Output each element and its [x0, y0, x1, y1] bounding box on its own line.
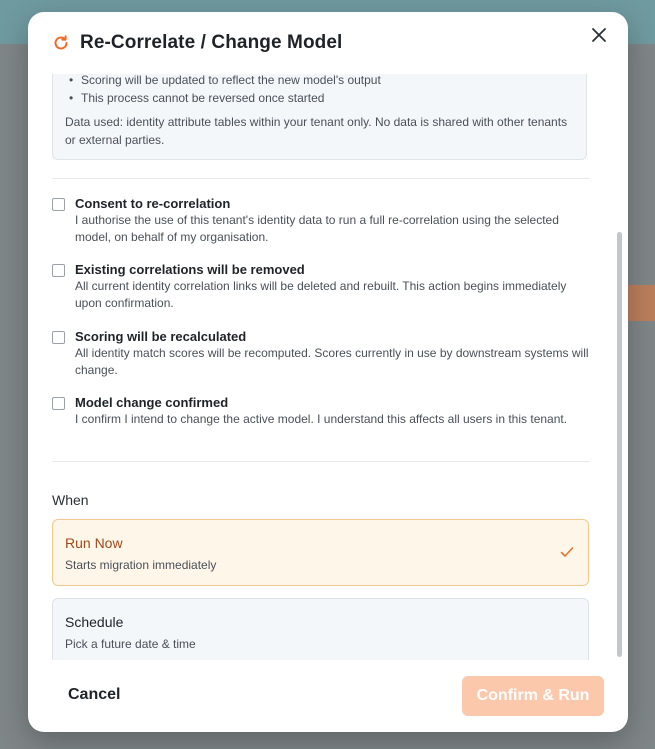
modal-scroll-content[interactable] [28, 74, 614, 660]
consent-description: I authorise the use of this tenant's identity data to run a full re-correlation using the selected model, on behalf of my organisation. [75, 213, 559, 244]
option-title: Schedule [65, 614, 124, 630]
consent-checkbox[interactable] [52, 264, 65, 277]
consent-title: Existing correlations will be removed [75, 262, 305, 277]
recorrelate-modal [28, 12, 628, 732]
modal-footer [28, 660, 628, 732]
scrollbar-thumb[interactable] [617, 232, 622, 657]
info-bullet: • This process cannot be reversed once started [81, 91, 324, 105]
refresh-icon [52, 34, 70, 52]
background-orange-element [625, 285, 655, 321]
divider [52, 461, 589, 462]
consent-description: All identity match scores will be recomputed. Scores currently in use by downstream systems will change. [75, 346, 589, 377]
consent-title: Model change confirmed [75, 395, 229, 410]
consent-checkbox[interactable] [52, 198, 65, 211]
close-icon[interactable] [590, 26, 608, 44]
cancel-button[interactable]: Cancel [68, 686, 121, 703]
consent-description: I confirm I intend to change the active model. I understand this affects all users in this tenant. [75, 412, 568, 426]
confirm-run-button[interactable]: Confirm & Run [462, 676, 604, 716]
check-icon [560, 546, 574, 558]
when-label: When [52, 492, 89, 508]
info-box [52, 74, 587, 160]
consent-title: Consent to re-correlation [75, 196, 231, 211]
consent-checkbox[interactable] [52, 397, 65, 410]
info-bullet: • Scoring will be updated to reflect the new model's output [81, 74, 381, 87]
consent-checkbox[interactable] [52, 331, 65, 344]
modal-title: Re-Correlate / Change Model [80, 32, 343, 53]
modal-header [28, 12, 628, 74]
option-subtitle: Starts migration immediately [65, 558, 217, 572]
divider [52, 178, 589, 179]
consent-title: Scoring will be recalculated [75, 329, 247, 344]
scrollbar[interactable] [614, 74, 624, 660]
option-run-now[interactable] [52, 519, 589, 586]
option-subtitle: Pick a future date & time [65, 637, 196, 651]
option-title: Run Now [65, 535, 123, 551]
info-note: Data used: identity attribute tables within your tenant only. No data is shared with other tenants or external parties. [65, 115, 568, 147]
consent-description: All current identity correlation links will be deleted and rebuilt. This action begins immediately upon confirmation. [75, 279, 567, 310]
option-schedule[interactable] [52, 598, 589, 660]
